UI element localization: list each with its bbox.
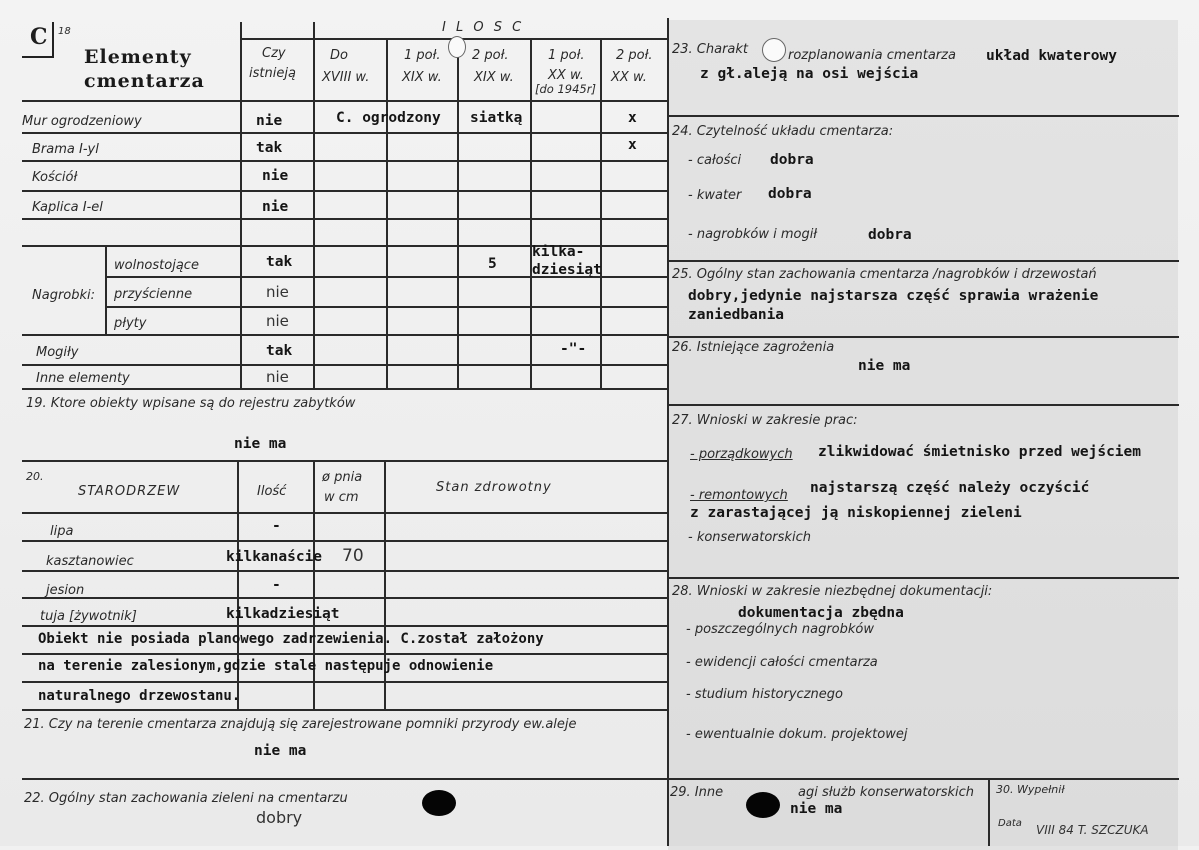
rule	[22, 388, 667, 390]
col-header-4-l3: [do 1945r]	[535, 82, 596, 96]
q29-label2: agi służb konserwatorskich	[798, 785, 975, 800]
rule	[669, 115, 1179, 117]
mogily-ditto: -"-	[560, 341, 587, 357]
exists-header-line2: istnieją	[249, 66, 296, 81]
q27-rem-answer2: z zarastającej ją niskopiennej zieleni	[690, 505, 1022, 521]
tree-diam-kasztanowiec: 70	[342, 546, 364, 566]
col-header-3-l2: XIX w.	[474, 70, 514, 85]
plyty-exists: nie	[266, 312, 289, 330]
q25-answer1: dobry,jedynie najstarsza część sprawia wrażenie	[688, 288, 1099, 304]
inne-exists: nie	[266, 368, 289, 386]
mogily-exists: tak	[266, 343, 293, 359]
punch-hole	[762, 38, 786, 62]
rule	[22, 653, 667, 655]
q20-number: 20.	[26, 470, 44, 483]
q21-answer: nie ma	[254, 743, 307, 759]
kosciol-exists: nie	[262, 168, 289, 184]
col-header-3-l1: 2 poł.	[472, 48, 509, 63]
rule	[386, 38, 388, 388]
punch-hole	[448, 36, 466, 58]
kaplica-exists: nie	[262, 199, 289, 215]
rule	[669, 336, 1179, 338]
q20-head-diam2: w cm	[324, 490, 359, 505]
q24-row2-label: - kwater	[688, 188, 742, 203]
brama-exists: tak	[256, 140, 283, 156]
col-header-2-l1: 1 poł.	[404, 48, 441, 63]
q20-note-line2: na terenie zalesionym,gdzie stale następuje odnowienie	[38, 658, 494, 674]
q20-note-line3: naturalnego drzewostanu.	[38, 688, 241, 704]
q27-label: 27. Wnioski w zakresie prac:	[672, 413, 858, 428]
q24-row1-label: - całości	[688, 153, 742, 168]
row-label-plyty: płyty	[114, 316, 147, 331]
q27-porz-label: - porządkowych	[690, 447, 793, 462]
mur-mark: x	[628, 110, 637, 126]
col-header-4-l1: 1 poł.	[548, 48, 585, 63]
q26-label: 26. Istniejące zagrożenia	[672, 340, 835, 355]
rule	[22, 625, 667, 627]
q27-rem-label: - remontowych	[690, 488, 788, 503]
center-divider	[667, 18, 669, 846]
przyscienne-exists: nie	[266, 283, 289, 301]
q28-row4: - ewentualnie dokum. projektowej	[686, 727, 908, 742]
quantity-header: I L O S C	[442, 20, 525, 35]
exists-header-line1: Czy	[262, 46, 286, 61]
q23-label: 23. Charakt	[672, 42, 749, 57]
q27-porz-answer: zlikwidować śmietnisko przed wejściem	[818, 444, 1142, 460]
q23-answer1: układ kwaterowy	[986, 48, 1117, 64]
q28-row1: - poszczególnych nagrobków	[686, 622, 874, 637]
section-title-line2: cmentarza	[84, 70, 205, 92]
rule	[22, 681, 667, 683]
q28-label: 28. Wnioski w zakresie niezbędnej dokumentacji:	[672, 584, 993, 599]
q21-label: 21. Czy na terenie cmentarza znajdują się zarejestrowane pomniki przyrody ew.aleje	[24, 717, 577, 732]
rule	[22, 100, 667, 102]
rule	[22, 334, 667, 336]
rule	[313, 22, 315, 388]
q20-note-line1: Obiekt nie posiada planowego zadrzewienia. C.został założony	[38, 631, 544, 647]
col-header-5-l2: XX w.	[611, 70, 647, 85]
col-header-1-l2: XVIII w.	[322, 70, 370, 85]
q27-kons-label: - konserwatorskich	[688, 530, 811, 545]
q23-answer2: z gł.aleją na osi wejścia	[700, 66, 919, 82]
tree-qty-kasztanowiec: kilkanaście	[226, 549, 323, 565]
q24-row1-answer: dobra	[770, 152, 814, 168]
q25-label: 25. Ogólny stan zachowania cmentarza /nagrobków i drzewostań	[672, 267, 1097, 282]
row-label-brama: Brama I-yl	[32, 142, 99, 157]
q30-date-value: VIII 84 T. SZCZUKA	[1036, 823, 1149, 837]
rule	[240, 22, 242, 388]
rule	[22, 364, 667, 366]
rule	[22, 570, 667, 572]
section-title-line1: Elementy	[84, 46, 192, 68]
q20-head-state: Stan zdrowotny	[436, 480, 552, 495]
card-number: 18	[58, 26, 71, 37]
q29-answer: nie ma	[790, 801, 843, 817]
scan-shade	[668, 20, 1178, 850]
col-header-2-l2: XIX w.	[402, 70, 442, 85]
q24-row2-answer: dobra	[768, 186, 812, 202]
rule	[22, 540, 667, 542]
tree-name-kasztanowiec: kasztanowiec	[46, 554, 134, 569]
q30-label: 30. Wypełnił	[996, 783, 1065, 796]
rule	[22, 460, 667, 462]
wolnostojace-note1: kilka-	[532, 244, 585, 260]
q20-head-diam1: ø pnia	[322, 470, 363, 485]
row-label-mogily: Mogiły	[36, 345, 79, 360]
tree-qty-tuja: kilkadziesiąt	[226, 606, 340, 622]
wolnostojace-exists: tak	[266, 254, 293, 270]
tree-name-tuja: tuja [żywotnik]	[40, 609, 137, 624]
tree-name-lipa: lipa	[50, 524, 74, 539]
mur-note1: C. ogrodzony	[336, 110, 441, 126]
col-header-4-l2: XX w.	[548, 68, 584, 83]
rule	[22, 218, 667, 220]
tree-qty-lipa: -	[272, 518, 281, 534]
card-letter-box: C	[22, 22, 54, 58]
col-header-1-l1: Do	[330, 48, 348, 63]
q22-answer: dobry	[256, 808, 303, 827]
q20-head-qty: Ilość	[257, 484, 287, 499]
q23-label2: rozplanowania cmentarza	[788, 48, 956, 63]
q28-answer: dokumentacja zbędna	[738, 605, 904, 621]
q19-label: 19. Ktore obiekty wpisane są do rejestru zabytków	[26, 396, 356, 411]
row-label-wolnostojace: wolnostojące	[114, 258, 199, 273]
rule	[669, 778, 1179, 780]
q30-date-label: Data	[998, 818, 1022, 829]
col-header-5-l1: 2 poł.	[616, 48, 653, 63]
rule	[22, 160, 667, 162]
wolnostojace-count: 5	[488, 256, 497, 272]
tree-name-jesion: jesion	[46, 583, 85, 598]
rule	[22, 778, 667, 780]
nagrobki-label: Nagrobki:	[32, 288, 96, 303]
rule	[22, 512, 667, 514]
q22-label: 22. Ogólny stan zachowania zieleni na cmentarzu	[24, 791, 348, 806]
q24-row3-label: - nagrobków i mogił	[688, 227, 818, 242]
q24-label: 24. Czytelność układu cmentarza:	[672, 124, 894, 139]
rule	[600, 38, 602, 388]
rule	[105, 245, 107, 334]
rule	[22, 597, 667, 599]
row-label-inne: Inne elementy	[36, 371, 130, 386]
q25-answer2: zaniedbania	[688, 307, 785, 323]
rule	[669, 404, 1179, 406]
ink-blot	[422, 790, 456, 816]
q29-label: 29. Inne	[670, 785, 724, 800]
rule	[988, 778, 990, 846]
mur-note2: siatką	[470, 110, 523, 126]
rule	[22, 709, 667, 711]
q20-head-name: STARODRZEW	[78, 484, 181, 499]
row-label-kosciol: Kościół	[32, 170, 78, 185]
row-label-mur: Mur ogrodzeniowy	[22, 114, 142, 129]
rule	[22, 132, 667, 134]
wolnostojace-note2: dziesiąt	[532, 262, 602, 278]
row-label-kaplica: Kaplica I-el	[32, 200, 103, 215]
rule	[669, 260, 1179, 262]
q19-answer: nie ma	[234, 436, 287, 452]
q27-rem-answer1: najstarszą część należy oczyścić	[810, 480, 1090, 496]
q28-row2: - ewidencji całości cmentarza	[686, 655, 878, 670]
ink-blot	[746, 792, 780, 818]
rule	[669, 577, 1179, 579]
rule	[457, 38, 459, 388]
tree-qty-jesion: -	[272, 577, 281, 593]
q28-row3: - studium historycznego	[686, 687, 843, 702]
mur-exists: nie	[256, 113, 283, 129]
q26-answer: nie ma	[858, 358, 911, 374]
q24-row3-answer: dobra	[868, 227, 912, 243]
row-label-przyscienne: przyścienne	[114, 287, 193, 302]
rule	[530, 38, 532, 388]
rule	[22, 190, 667, 192]
brama-mark: x	[628, 137, 637, 153]
